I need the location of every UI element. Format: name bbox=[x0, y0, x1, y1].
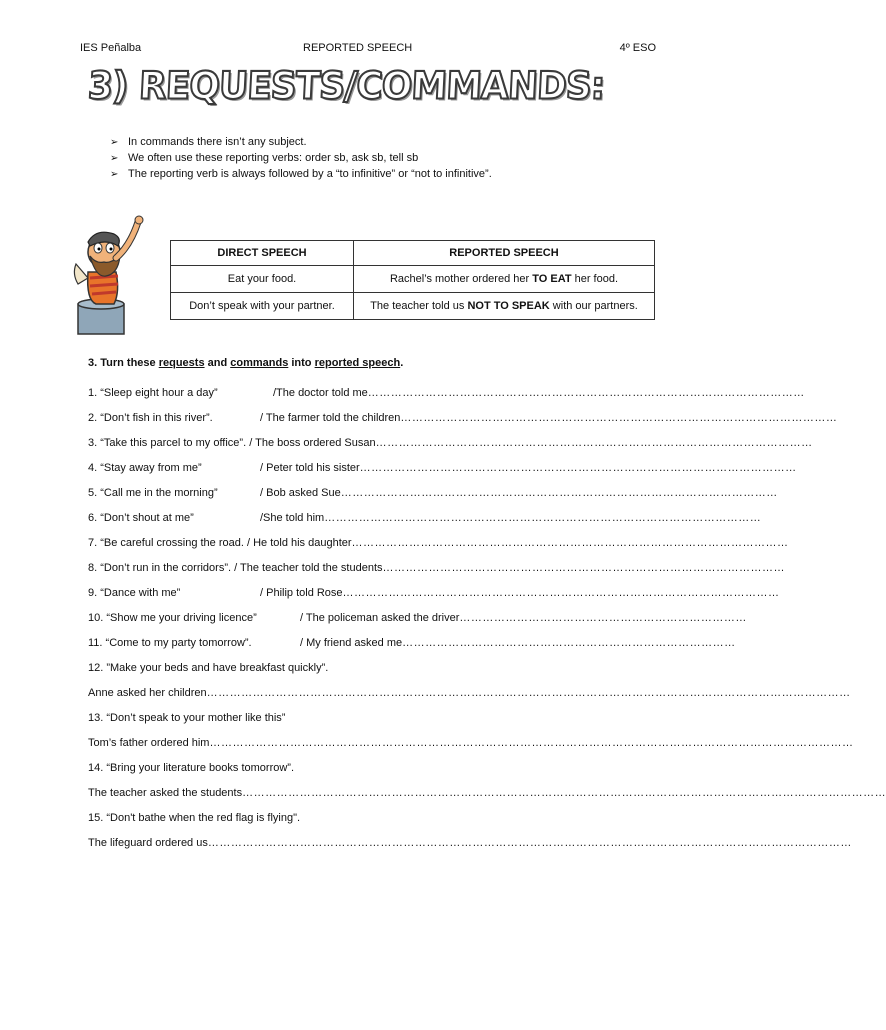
exercise-line: 14. “Bring your literature books tomorrow”. bbox=[88, 762, 295, 774]
table-row bbox=[171, 266, 655, 293]
school-name: IES Peñalba bbox=[80, 42, 142, 54]
direct-cell: Don’t speak with your partner. bbox=[171, 293, 354, 320]
direct-cell: Eat your food. bbox=[171, 266, 354, 293]
answer-blank: …………………………………………………………………………………………… bbox=[382, 562, 786, 574]
answer-blank: …………………………………………………………………………………………………… bbox=[342, 587, 780, 599]
answer-blank: …………………………………………………………………………………………………… bbox=[359, 462, 797, 474]
answer-blank: …………………………………………………………………………………………………… bbox=[375, 437, 813, 449]
column-header-direct: DIRECT SPEECH bbox=[171, 241, 354, 266]
list-item: ➢ We often use these reporting verbs: order sb, ask sb, tell sb bbox=[110, 150, 492, 166]
topic-title: REPORTED SPEECH bbox=[303, 42, 413, 54]
exercise-line: 12. ”Make your beds and have breakfast quickly”. bbox=[88, 662, 329, 674]
answer-blank: …………………………………………………………………………………………………………………………………………………… bbox=[206, 687, 851, 699]
exercise-line: 8. “Don’t run in the corridors”. / The teacher told the students…………………………………………………………………………………………… bbox=[88, 562, 786, 574]
exercise-line: 10. “Show me your driving licence” / The policeman asked the driver………………………………………………………………… bbox=[88, 612, 747, 624]
arrow-bullet-icon: ➢ bbox=[110, 169, 119, 180]
cartoon-pirate-illustration bbox=[66, 212, 166, 336]
exercise-line: Tom’s father ordered him…………………………………………………………………………………………………………………………………………………… bbox=[88, 737, 854, 749]
exercise-line: The lifeguard ordered us…………………………………………………………………………………………………………………………………………………… bbox=[88, 837, 852, 849]
exercise-line: 11. “Come to my party tomorrow”. / My friend asked me…………………………………………………………………………… bbox=[88, 637, 736, 649]
reported-cell: Rachel’s mother ordered her TO EAT her food. bbox=[354, 266, 655, 293]
exercise-line: 5. “Call me in the morning” / Bob asked Sue…………………………………………………………………………………………………… bbox=[88, 487, 778, 499]
answer-blank: …………………………………………………………………………………………………………………………………………………… bbox=[207, 837, 852, 849]
table-row bbox=[171, 293, 655, 320]
answer-blank: ………………………………………………………………… bbox=[459, 612, 747, 624]
page-title: 3) REQUESTS/COMMANDS: bbox=[86, 64, 606, 109]
reported-cell: The teacher told us NOT TO SPEAK with our partners. bbox=[354, 293, 655, 320]
arrow-bullet-icon: ➢ bbox=[110, 153, 119, 164]
exercise-line: 9. “Dance with me” / Philip told Rose…………………………………………………………………………………………………… bbox=[88, 587, 780, 599]
answer-blank: …………………………………………………………………………………………………… bbox=[324, 512, 762, 524]
answer-blank: …………………………………………………………………………………………………………………………………………………… bbox=[242, 787, 886, 799]
answer-blank: …………………………………………………………………………………………………………………………………………………… bbox=[209, 737, 854, 749]
speech-examples-table bbox=[170, 240, 655, 320]
answer-blank: …………………………………………………………………………………………………… bbox=[367, 387, 805, 399]
answer-blank: …………………………………………………………………………………………………… bbox=[340, 487, 778, 499]
exercise-instruction: 3. Turn these requests and commands into reported speech. bbox=[88, 357, 404, 369]
exercise-line: 15. “Don't bathe when the red flag is flying". bbox=[88, 812, 301, 824]
exercise-line: 3. “Take this parcel to my office”. / The boss ordered Susan…………………………………………………………………………………………………… bbox=[88, 437, 813, 449]
arrow-bullet-icon: ➢ bbox=[110, 137, 119, 148]
rules-list bbox=[110, 134, 492, 182]
exercise-line: 7. “Be careful crossing the road. / He told his daughter…………………………………………………………………………………………………… bbox=[88, 537, 789, 549]
exercise-line: The teacher asked the students…………………………………………………………………………………………………………………………………………………… bbox=[88, 787, 886, 799]
page-header bbox=[80, 42, 656, 58]
answer-blank: …………………………………………………………………………… bbox=[402, 637, 736, 649]
exercise-line: Anne asked her children…………………………………………………………………………………………………………………………………………………… bbox=[88, 687, 851, 699]
answer-blank: …………………………………………………………………………………………………… bbox=[400, 412, 838, 424]
exercise-line: 1. “Sleep eight hour a day” /The doctor told me…………………………………………………………………………………………………… bbox=[88, 387, 805, 399]
exercise-line: 13. “Don’t speak to your mother like this” bbox=[88, 712, 286, 724]
exercise-line: 6. “Don’t shout at me” /She told him…………………………………………………………………………………………………… bbox=[88, 512, 762, 524]
exercise-line: 2. “Don’t fish in this river”. / The farmer told the children…………………………………………………………………………………………………… bbox=[88, 412, 838, 424]
answer-blank: …………………………………………………………………………………………………… bbox=[351, 537, 789, 549]
table-header-row bbox=[171, 241, 655, 266]
column-header-reported: REPORTED SPEECH bbox=[354, 241, 655, 266]
exercise-line: 4. “Stay away from me” / Peter told his sister…………………………………………………………………………………………………… bbox=[88, 462, 797, 474]
course-level: 4º ESO bbox=[619, 42, 656, 54]
list-item: ➢ The reporting verb is always followed by a “to infinitive” or “not to infinitive”. bbox=[110, 166, 492, 182]
list-item: ➢ In commands there isn’t any subject. bbox=[110, 134, 492, 150]
